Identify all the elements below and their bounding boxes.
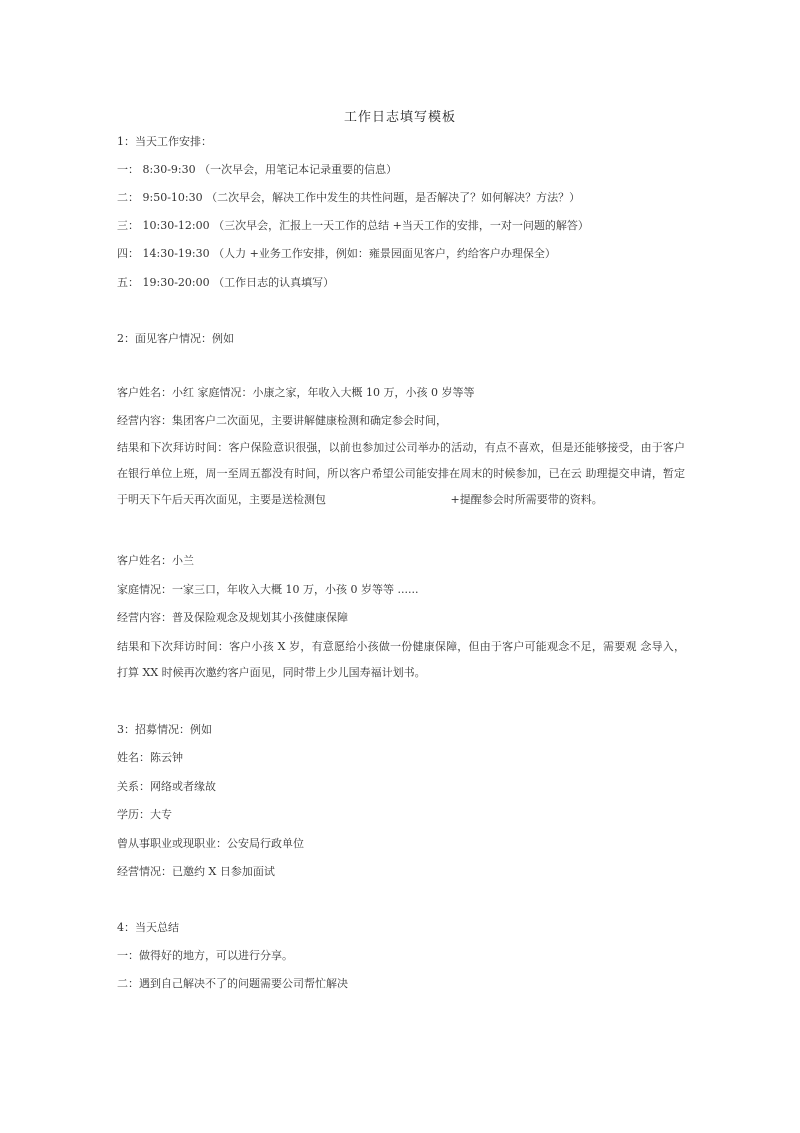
section4-heading: 4：当天总结: [117, 921, 179, 934]
customer2-result: 结果和下次拜访时间：客户小孩 X 岁，有意愿给小孩做一份健康保障，但由于客户可能观念不足，需要观 念导入，打算 XX 时候再次邀约客户面见，同时带上少儿国寿福计划书。: [117, 640, 685, 679]
recruit-job: 曾从事职业或现职业：公安局行政单位: [117, 837, 304, 850]
summary-item-2: 二：遇到自己解决不了的问题需要公司帮忙解决: [117, 977, 348, 990]
customer2-family: 家庭情况：一家三口，年收入大概 10 万，小孩 0 岁等等 ......: [117, 583, 419, 596]
recruit-relation: 关系：网络或者缘故: [117, 780, 216, 793]
schedule-item-2: 二： 9:50-10:30 （二次早会，解决工作中发生的共性问题，是否解决了？如何解决？方法？）: [117, 191, 581, 204]
customer1-result: 结果和下次拜访时间：客户保险意识很强，以前也参加过公司举办的活动，有点不喜欢，但是还能够接受，由于客户在银行单位上班，周一至周五都没有时间，所以客户希望公司能安排在周末的时候参加，已在云 助理提交申请，暂定于明天下午后天再次面见，主要是送检测包 +提醒参会时所需要带的资料。: [117, 441, 685, 506]
summary-item-1: 一：做得好的地方，可以进行分享。: [117, 949, 293, 962]
section1-heading: 1：当天工作安排：: [117, 135, 212, 148]
schedule-item-4: 四： 14:30-19:30 （人力 +业务工作安排，例如：雍景园面见客户，约给客户办理保全）: [117, 247, 556, 260]
schedule-item-5: 五： 19:30-20:00 （工作日志的认真填写）: [117, 276, 335, 289]
customer1-name: 客户姓名：小红 家庭情况：小康之家，年收入大概 10 万，小孩 0 岁等等: [117, 386, 475, 399]
customer2-name: 客户姓名：小兰: [117, 554, 194, 567]
recruit-status: 经营情况：已邀约 X 日参加面试: [117, 865, 275, 878]
schedule-item-1: 一： 8:30-9:30 （一次早会，用笔记本记录重要的信息）: [117, 163, 398, 176]
page-title: 工作日志填写模板: [343, 110, 456, 125]
section3-heading: 3：招募情况：例如: [117, 723, 212, 736]
section2-heading: 2：面见客户情况：例如: [117, 332, 234, 345]
recruit-name: 姓名：陈云钟: [117, 751, 183, 764]
schedule-item-3: 三： 10:30-12:00 （三次早会，汇报上一天工作的总结 +当天工作的安排，一对一问题的解答）: [117, 219, 589, 232]
customer1-content: 经营内容：集团客户二次面见，主要讲解健康检测和确定参会时间，: [117, 414, 447, 427]
recruit-education: 学历：大专: [117, 808, 172, 821]
customer2-content: 经营内容：普及保险观念及规划其小孩健康保障: [117, 611, 348, 624]
